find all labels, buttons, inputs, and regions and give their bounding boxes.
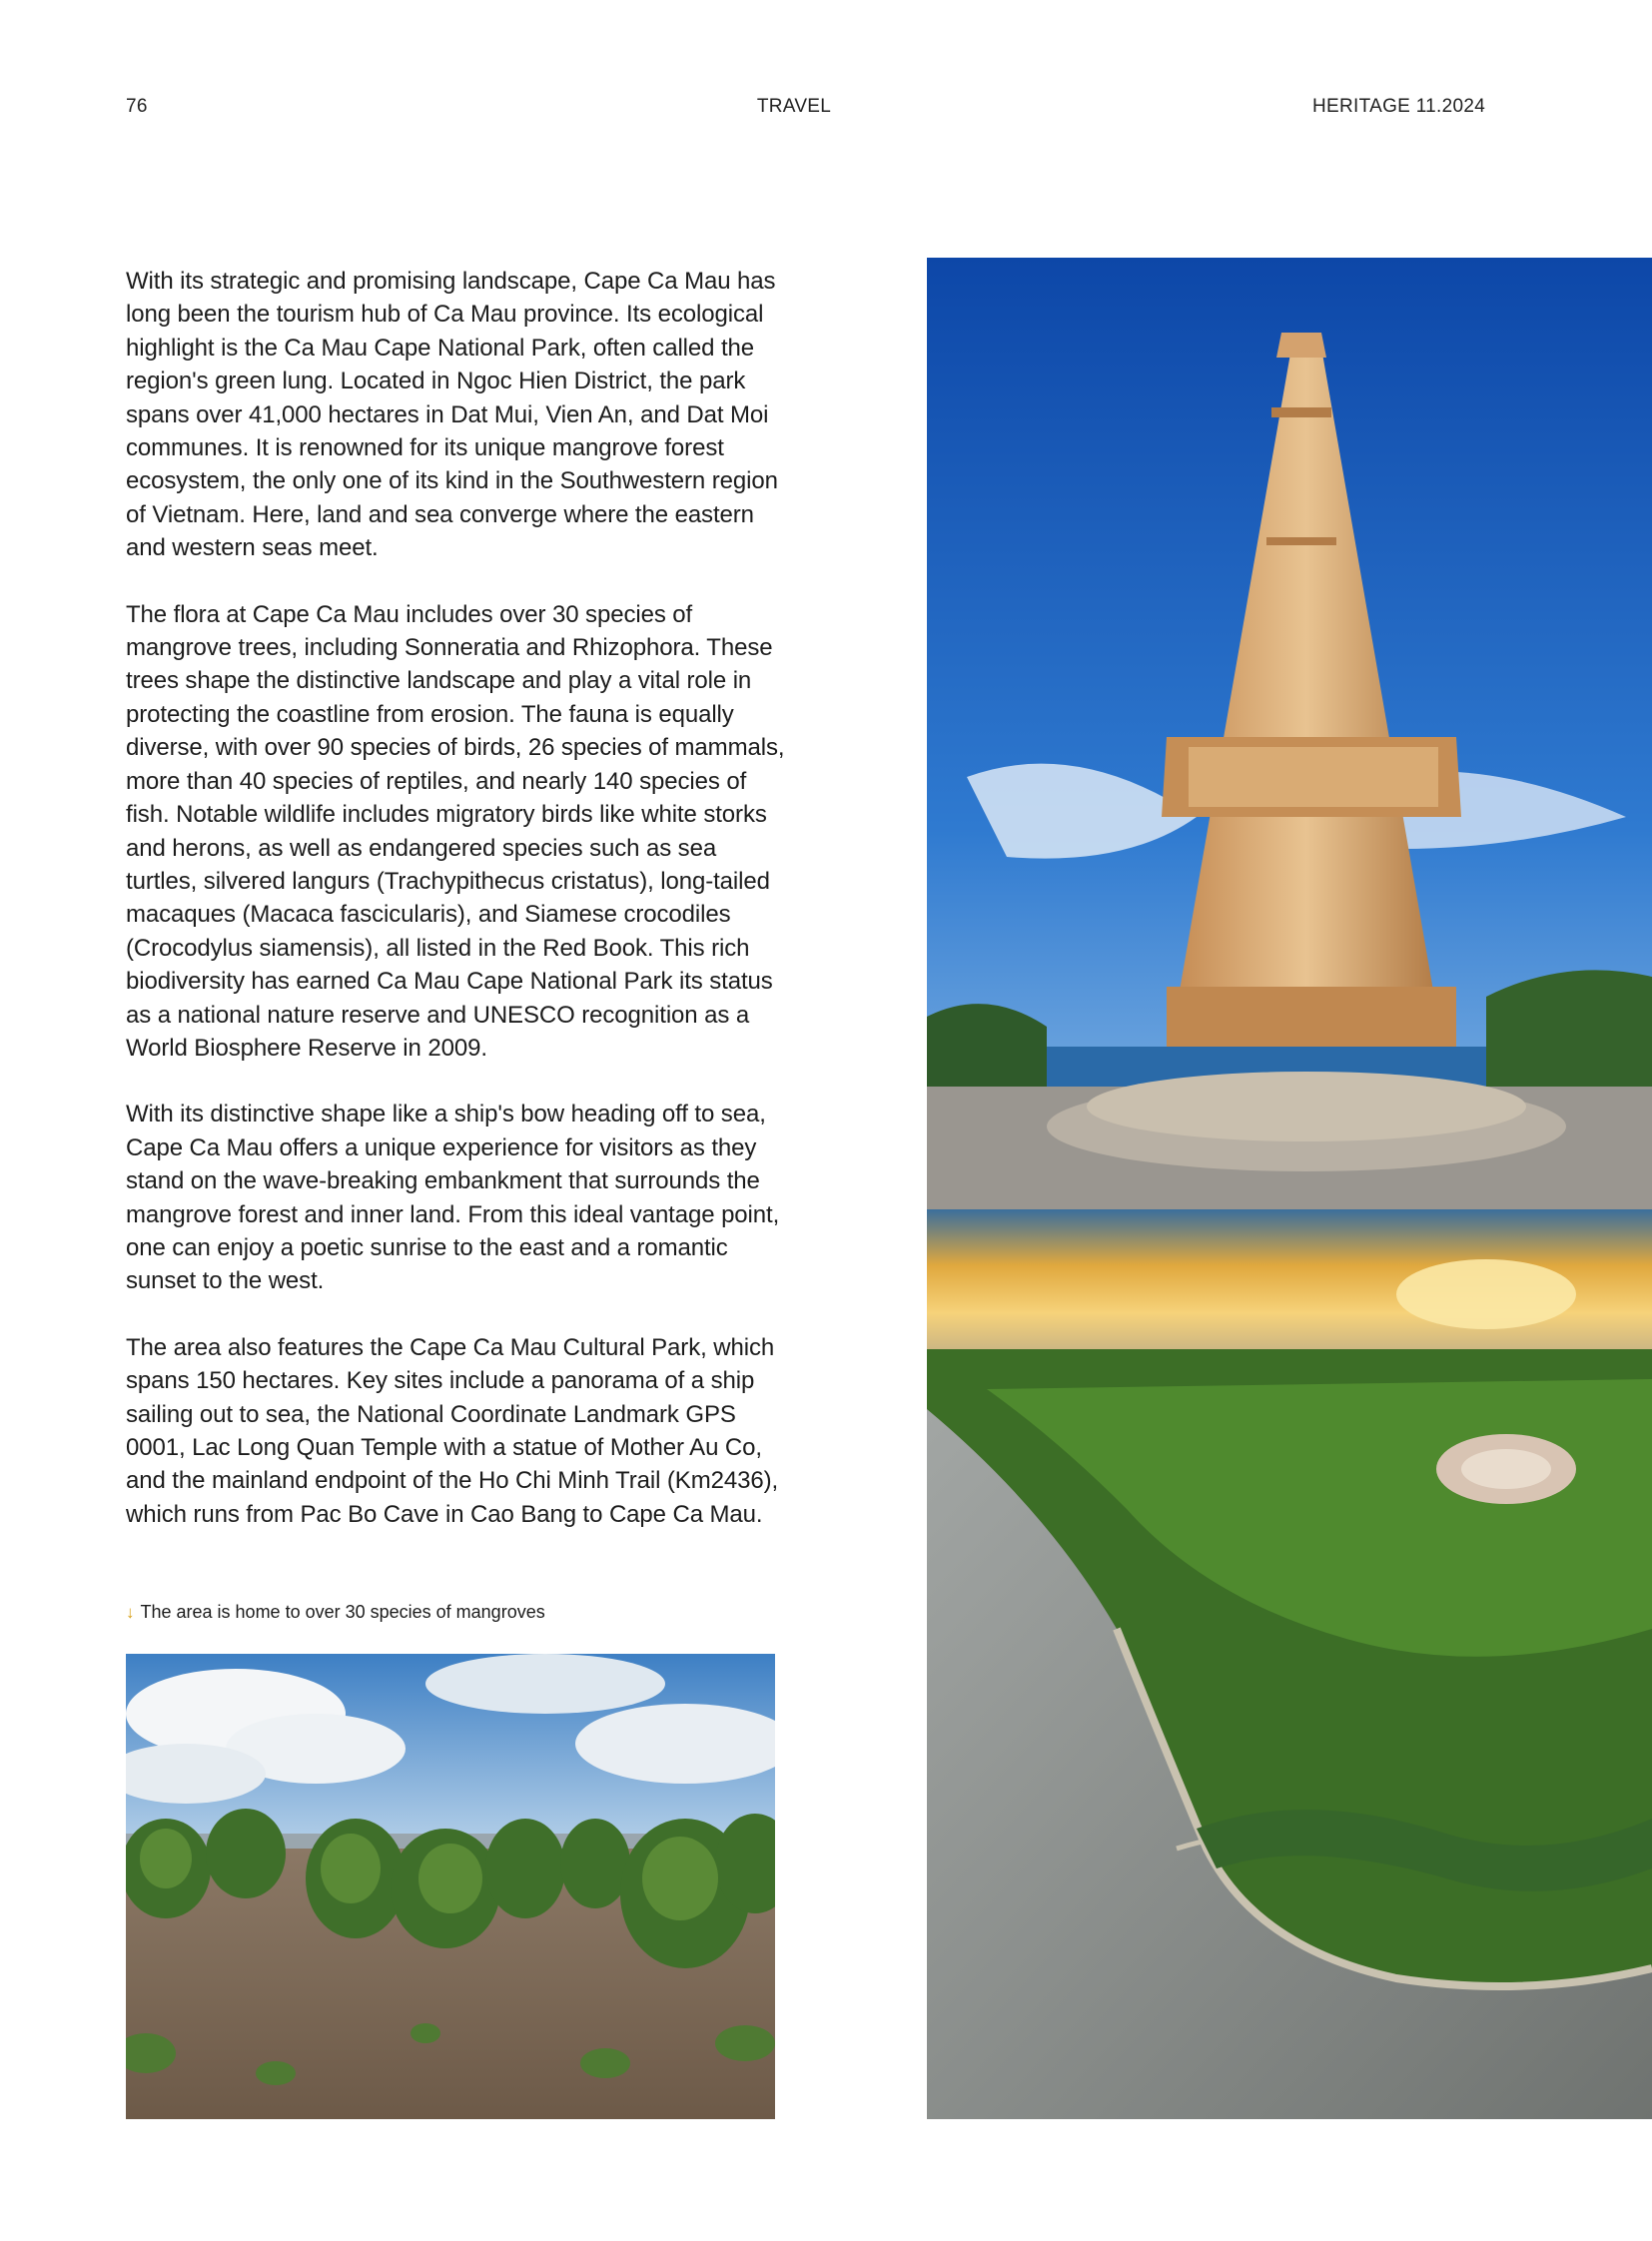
aerial-photo <box>927 1209 1652 2119</box>
section-label: TRAVEL <box>756 96 832 117</box>
paragraph-1: With its strategic and promising landscape, Cape Ca Mau has long been the tourism hub of Ca Mau province. Its ecological highlight is the Ca Mau Cape National Park, often called the region's green lung. Located in Ngoc Hien District, the park spans over 41,000 hectares in Dat Mui, Vien An, and Dat Moi communes. It is renowned for its unique mangrove forest ecosystem, the only one of its kind in the Southwestern region of Vietnam. Here, land and sea converge where the eastern and western seas meet. <box>126 268 778 562</box>
paragraph-2: The flora at Cape Ca Mau includes over 30 species of mangrove trees, including Sonneratia and Rhizophora. These trees shape the distinctive landscape and play a vital role in protecting the coastline from erosion. The fauna is equally diverse, with over 90 species of birds, 26 species of mammals, more than 40 species of reptiles, and nearly 140 species of fish. Notable wildlife includes migratory birds like white storks and herons, as well as endangered species such as sea turtles, silvered langurs (Trachypithecus cristatus), long-tailed macaques (Macaca fascicularis), and Siamese crocodiles (Crocodylus siamensis), all listed in the Red Book. This rich biodiversity has earned Ca Mau Cape National Park its status as a national nature reserve and UNESCO recognition as a World Biosphere Reserve in 2009. <box>126 600 785 1062</box>
issue-label: HERITAGE 11.2024 <box>1312 96 1486 117</box>
monument-photo <box>927 258 1652 1209</box>
mangrove-photo <box>126 1654 775 2119</box>
paragraph-3: With its distinctive shape like a ship's bow heading off to sea, Cape Ca Mau offers a unique experience for visitors as they stand on the wave-breaking embankment that surrounds the mangrove forest and inner land. From this ideal vantage point, one can enjoy a poetic sunrise to the east and a romantic sunset to the west. <box>126 1101 780 1295</box>
photo-caption <box>126 1602 545 1623</box>
page-number: 76 <box>126 96 148 117</box>
arrow-down-icon: ↓ <box>126 1602 135 1622</box>
article-body <box>126 265 785 1564</box>
paragraph-4: The area also features the Cape Ca Mau Cultural Park, which spans 150 hectares. Key sites include a panorama of a ship sailing out to sea, the National Coordinate Landmark GPS 0001, Lac Long Quan Temple with a statue of Mother Au Co, and the mainland endpoint of the Ho Chi Minh Trail (Km2436), which runs from Pac Bo Cave in Cao Bang to Cape Ca Mau. <box>126 1333 779 1528</box>
caption-text: The area is home to over 30 species of mangroves <box>140 1602 545 1622</box>
